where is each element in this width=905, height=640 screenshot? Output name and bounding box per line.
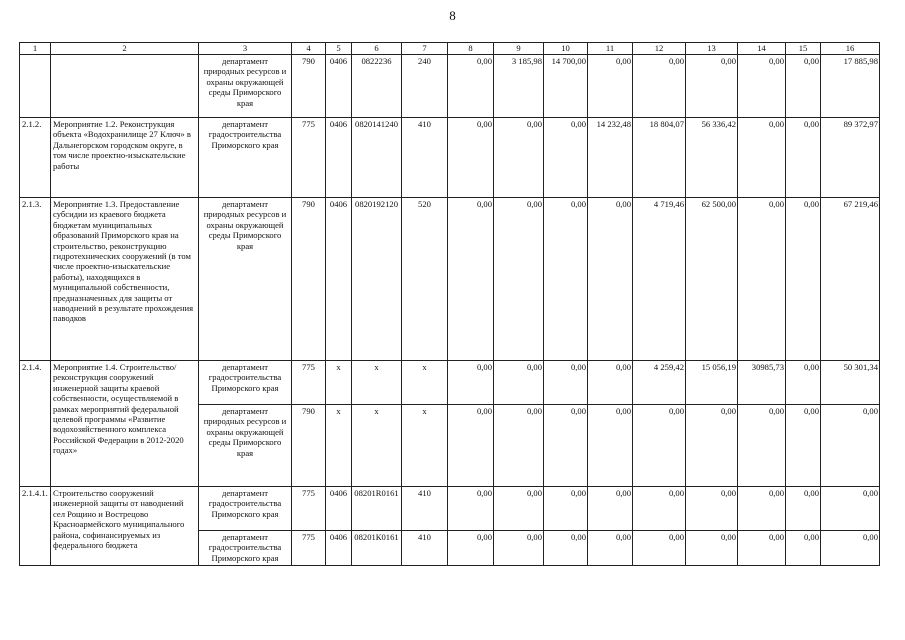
code-cell: 775 [292,361,326,405]
code-cell: 790 [292,198,326,361]
code-cell: 520 [402,198,448,361]
item-name-cell: Мероприятие 1.3. Предоставление субсидии из краевого бюджета бюджетам муниципальных образований Приморского края на строительство, реконструкцию гидротехнических сооружений (в том числе проектно-изыскательские работы), находящихся в муниципальной собственности, предназначенных для защиты от наводнений в результате прохождения паводков [51,198,199,361]
department-cell: департамент природных ресурсов и охраны окружающей среды Приморского края [199,405,292,487]
value-cell: 4 719,46 [633,198,686,361]
header-cell: 1 [20,43,51,55]
code-cell: x [326,405,352,487]
value-cell: 4 259,42 [633,361,686,405]
code-cell: x [326,361,352,405]
department-cell: департамент природных ресурсов и охраны окружающей среды Приморского края [199,198,292,361]
department-cell: департамент градостроительства Приморского края [199,531,292,566]
header-cell: 5 [326,43,352,55]
department-cell: департамент градостроительства Приморского края [199,361,292,405]
header-cell: 8 [448,43,494,55]
value-cell: 0,00 [494,531,544,566]
value-cell: 14 700,00 [544,55,588,118]
value-cell: 0,00 [786,118,821,198]
header-cell: 11 [588,43,633,55]
value-cell: 18 804,07 [633,118,686,198]
header-cell: 3 [199,43,292,55]
value-cell: 0,00 [544,405,588,487]
value-cell: 3 185,98 [494,55,544,118]
table-row [20,361,880,405]
value-cell: 0,00 [738,531,786,566]
code-cell: 410 [402,531,448,566]
value-cell: 50 301,34 [821,361,880,405]
page-number: 8 [449,8,456,23]
header-cell: 2 [51,43,199,55]
item-name-cell [51,55,199,118]
value-cell: 0,00 [448,531,494,566]
code-cell: 0820141240 [352,118,402,198]
value-cell: 0,00 [588,405,633,487]
value-cell: 30985,73 [738,361,786,405]
code-cell: 0820192120 [352,198,402,361]
value-cell: 0,00 [588,361,633,405]
value-cell: 0,00 [588,487,633,531]
department-cell: департамент градостроительства Приморского края [199,487,292,531]
value-cell: 0,00 [494,487,544,531]
header-cell: 15 [786,43,821,55]
value-cell: 0,00 [544,531,588,566]
value-cell: 0,00 [448,361,494,405]
value-cell: 0,00 [738,487,786,531]
code-cell: 790 [292,55,326,118]
value-cell: 14 232,48 [588,118,633,198]
header-cell: 7 [402,43,448,55]
value-cell: 0,00 [448,198,494,361]
code-cell: 0406 [326,118,352,198]
value-cell: 0,00 [786,405,821,487]
value-cell: 0,00 [588,198,633,361]
header-cell: 12 [633,43,686,55]
header-cell: 13 [686,43,738,55]
value-cell: 0,00 [738,118,786,198]
value-cell: 0,00 [633,405,686,487]
value-cell: 0,00 [686,55,738,118]
value-cell: 0,00 [738,55,786,118]
value-cell: 0,00 [494,118,544,198]
code-cell: 410 [402,118,448,198]
code-cell: 410 [402,487,448,531]
header-row [20,43,880,55]
value-cell: 0,00 [544,487,588,531]
item-number-cell: 2.1.3. [20,198,51,361]
item-number-cell: 2.1.2. [20,118,51,198]
value-cell: 0,00 [786,361,821,405]
value-cell: 0,00 [494,198,544,361]
value-cell: 0,00 [786,198,821,361]
code-cell: 0406 [326,531,352,566]
value-cell: 0,00 [738,198,786,361]
value-cell: 0,00 [544,118,588,198]
value-cell: 0,00 [448,487,494,531]
value-cell: 0,00 [633,55,686,118]
code-cell: 240 [402,55,448,118]
item-number-cell [20,55,51,118]
code-cell: 790 [292,405,326,487]
code-cell: 08201К0161 [352,531,402,566]
value-cell: 17 885,98 [821,55,880,118]
value-cell: 0,00 [686,487,738,531]
item-number-cell: 2.1.4. [20,361,51,487]
code-cell: x [402,361,448,405]
budget-table [19,42,880,566]
table-row [20,198,880,361]
header-cell: 10 [544,43,588,55]
value-cell: 0,00 [494,405,544,487]
value-cell: 0,00 [448,405,494,487]
table-row [20,55,880,118]
table-row [20,487,880,531]
department-cell: департамент градостроительства Приморского края [199,118,292,198]
item-name-cell: Мероприятие 1.4. Строительство/реконструкция сооружений инженерной защиты краевой собственности, осуществляемой в рамках мероприятий федеральной целевой программы «Развитие водохозяйственного комплекса Российской Федерации в 2012-2020 годах» [51,361,199,487]
value-cell: 0,00 [686,405,738,487]
code-cell: 775 [292,487,326,531]
header-cell: 16 [821,43,880,55]
value-cell: 0,00 [588,531,633,566]
value-cell: 15 056,19 [686,361,738,405]
code-cell: 0406 [326,55,352,118]
value-cell: 67 219,46 [821,198,880,361]
value-cell: 62 500,00 [686,198,738,361]
code-cell: x [352,361,402,405]
item-name-cell: Мероприятие 1.2. Реконструкция объекта «Водохранилище 27 Ключ» в Дальнегорском городском округе, в том числе проектно-изыскательские работы [51,118,199,198]
code-cell: 0406 [326,198,352,361]
value-cell: 0,00 [821,531,880,566]
value-cell: 0,00 [786,531,821,566]
value-cell: 0,00 [786,55,821,118]
value-cell: 0,00 [544,198,588,361]
value-cell: 0,00 [494,361,544,405]
table-row [20,118,880,198]
code-cell: x [352,405,402,487]
value-cell: 0,00 [686,531,738,566]
value-cell: 0,00 [738,405,786,487]
value-cell: 0,00 [448,55,494,118]
header-cell: 6 [352,43,402,55]
value-cell: 0,00 [633,487,686,531]
item-number-cell: 2.1.4.1. [20,487,51,566]
item-name-cell: Строительство сооружений инженерной защиты от наводнений сел Рощино и Вострецово Красноармейского муниципального района, софинансируемых из федерального бюджета [51,487,199,566]
department-cell: департамент природных ресурсов и охраны окружающей среды Приморского края [199,55,292,118]
code-cell: 0406 [326,487,352,531]
code-cell: 775 [292,118,326,198]
code-cell: 0822236 [352,55,402,118]
value-cell: 56 336,42 [686,118,738,198]
header-cell: 9 [494,43,544,55]
value-cell: 0,00 [821,487,880,531]
code-cell: x [402,405,448,487]
code-cell: 08201R0161 [352,487,402,531]
value-cell: 89 372,97 [821,118,880,198]
value-cell: 0,00 [544,361,588,405]
value-cell: 0,00 [633,531,686,566]
value-cell: 0,00 [821,405,880,487]
value-cell: 0,00 [786,487,821,531]
value-cell: 0,00 [448,118,494,198]
header-cell: 4 [292,43,326,55]
header-cell: 14 [738,43,786,55]
value-cell: 0,00 [588,55,633,118]
code-cell: 775 [292,531,326,566]
